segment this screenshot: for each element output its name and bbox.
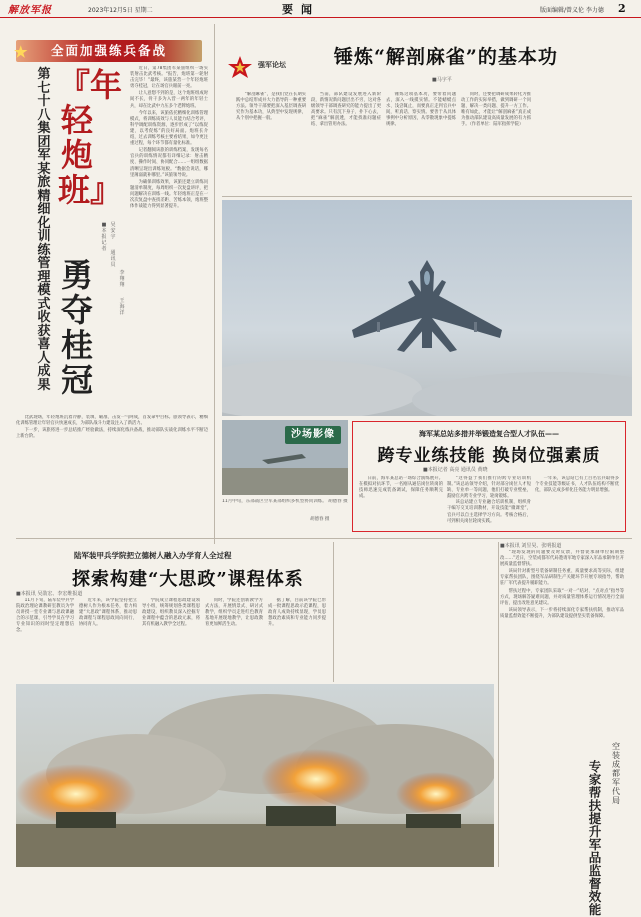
- box-col-2: [447, 476, 531, 528]
- lower-col-2: [79, 598, 137, 680]
- feature-paragraph: 为确保训练效果，该旅还建立训练问题清单制度，每周组织一次复盘讲评，把问题解决在训练一线。年轻炮班正是在一次次复盘中查找差距、苦练本领，炮班整体作战能力得到显著提升。: [130, 179, 208, 210]
- commentary-paragraph: “解剖麻雀”，是我们党在长期实践中总结形成并大力倡导的一种重要方法。领导干部要把深入基层调查研究作为基本功，从典型中发现规律，从个别中把握一般。: [236, 92, 306, 122]
- lower-col-4: [205, 598, 263, 680]
- photo-feature-label-text: 沙场影像: [291, 429, 335, 440]
- commentary-paragraph: 同时，还要把调研成果转化为推动工作的实际举措，做到调研一个问题、解决一类问题、提升一方工作。唯有如此，才能让“解剖麻雀”真正成为推动部队建设高质量发展的有力抓手。（作者单位：陆军指挥学院）: [461, 92, 531, 128]
- feature-paragraph: 比武现场，年轻炮班沉着冷静，装填、瞄准、击发一气呵成，首发命中目标。旅领导表示，精细化训练管理让年轻官兵快速成长，为部队战斗力建设注入了新活力。: [16, 415, 208, 427]
- fighter-jet-photo: [222, 200, 632, 416]
- section-title: 要闻: [282, 3, 320, 16]
- lower-paragraph: 学院成立课程思政建设领导小组，统筹规划各类课程思政建设，组织教员深入挖掘专业课程中蕴含的思政元素，将其有机融入教学全过程。: [142, 598, 200, 628]
- box-paragraph: 该总站建立专业融合培训机制，组织骨干编写交叉培训教材，开设技能“微课堂”，官兵可以自主选择学习方向。考核合格后，可到相关岗位轮岗实践。: [447, 500, 531, 524]
- feature-body-column: [130, 66, 208, 412]
- box-byline: ■本报记者 高亮 通讯员 黄晓: [423, 467, 488, 473]
- right-title-sub: 空装成都军代局: [612, 742, 620, 805]
- right-byline: ■本报讯 刘昱昊、张明报道: [500, 543, 562, 549]
- page-number: 2: [618, 2, 626, 15]
- photo-credit: 胡德春 摄: [310, 517, 330, 522]
- section-divider: [16, 538, 632, 539]
- feature-paragraph: 让人意想不到的是，这个炮班组成时间不长，骨干多为入营一两年的年轻士兵，却在比武中力压多个老牌炮班。: [130, 91, 208, 109]
- feature-byline-5: 王海洋: [119, 298, 125, 316]
- artillery-firing-photo: [16, 684, 494, 867]
- box-paragraph: “这得益于我们推行的跨专业培训机制。”该总站领导介绍，针对部分岗位人才短缺、专业单一等问题，他们打破专业壁垒，鼓励官兵跨专业学习、轮岗锻炼。: [447, 476, 531, 500]
- lower-paragraph: 同时，学院还创新教学方式方法，开展情景式、研讨式教学，组织学员走进红色教育基地开展现地教学，让思政教育更加鲜活生动。: [205, 598, 263, 628]
- star-icon: ★: [14, 43, 30, 61]
- feature-paragraph: 记者翻阅该旅的训练档案，发现每名官兵的训练情况都有详细记录：射击精度、操作时间、协同配合……一组组数据清晰呈现出训练短板。“数据会说话，哪里薄弱就补哪里。”该旅领导说。: [130, 148, 208, 178]
- right-paragraph: 该局针对新型号装备研制任务重、质量要求高等实际，组建专家帮扶团队，围绕军品研制生产关键环节开展专项指导，帮助驻厂军代表提升履职能力。: [500, 569, 624, 587]
- banner-text: 全面加强练兵备战: [50, 43, 167, 58]
- box-col-1: [359, 476, 443, 528]
- feature-paragraph: 下一步，该旅将进一步总结推广经验做法，持续深化练兵备战，推动部队实战化训练水平不断迈上新台阶。: [16, 428, 208, 440]
- commentary-col-1: [236, 92, 306, 192]
- lower-col-3: [142, 598, 200, 680]
- newspaper-logo: 解放军报: [8, 5, 52, 16]
- feature-byline-4: 李翔翔: [119, 270, 125, 288]
- commentary-paragraph: 当前，部队建设发展进入新阶段，新情况新问题层出不穷，这对各级领导干部调查研究的能力提出了更高要求。只有沉下身子、扑下心去，把“麻雀”解剖透，才能找准问题症结、拿出管用办法。: [311, 92, 381, 128]
- lower-kicker: 陆军装甲兵学院把立德树人融入办学育人全过程: [74, 551, 232, 560]
- lower-byline: ■本报讯 吴劭宏、李宏维报道: [16, 591, 83, 597]
- right-title-main: 专家帮扶提升军品监督效能: [588, 759, 602, 917]
- feature-body-bottom: [16, 415, 208, 533]
- section-divider: [222, 196, 632, 197]
- commentary-byline: ■马宇平: [432, 77, 452, 83]
- lower-title: 探索构建“大思政”课程体系: [72, 569, 304, 590]
- column-divider: [498, 542, 499, 867]
- lower-paragraph: 11月下旬，陆军装甲兵学院政治理论课教研室教员为学员讲授一堂专业课与思政课融合的示范课，引导学员在学习专业知识的同时坚定理想信念。: [16, 598, 74, 634]
- commentary-col-3: [386, 92, 456, 192]
- lower-col-1: [16, 598, 74, 680]
- army-star-icon: [227, 54, 253, 80]
- feature-paragraph: 今年以来，该旅依托精细化训练管理模式，将训练质效与人员能力结合考评，科学调配训练资源，逐步形成了“以练促建、以考促练”的良好局面。炮班长介绍，过去训练考核主要看结果，如今更注重过程，每个环节都有量化标准。: [130, 110, 208, 147]
- box-kicker: 海军某总站多措并举锻造复合型人才队伍——: [419, 429, 559, 438]
- commentary-paragraph: 锤炼这项基本功，要带着问题去，深入一线摸实情。不能蜻蜓点水、浅尝辄止，而要真正走到官兵中间，听真话、察实情。要善于从具体事例中分析原因，从零散现象中提炼规律。: [386, 92, 456, 128]
- feature-byline-2: 吴安宇: [110, 222, 116, 240]
- commentary-title: 锤炼“解剖麻雀”的基本功: [334, 46, 558, 68]
- box-col-3: [535, 476, 619, 528]
- lower-col-5: [268, 598, 326, 680]
- right-body-bottom: [500, 740, 580, 867]
- photo-caption: 11月中旬，东部战区空军某部组织多机型协同训练。 胡德春 摄: [222, 499, 348, 504]
- commentary-col-2: [311, 92, 381, 192]
- commentary-column-label: 强军论坛: [258, 60, 286, 69]
- feature-title-part1: 『年轻炮班』: [58, 66, 123, 209]
- lower-paragraph: 近年来，该学院坚持把立德树人作为根本任务，着力构建“大思政”课程体系，推动思政课程与课程思政同向同行、协同育人。: [79, 598, 137, 628]
- training-banner: [16, 40, 202, 62]
- page-editor-info: 版面编辑/曾义伦 李力德: [540, 7, 604, 14]
- right-paragraph: “现场发现的问题要及时反馈，并督促承制单位限期整改……”近日，空装成都军代局邀请军地专家深入军品承制单位开展质量监督帮扶。: [500, 550, 624, 568]
- feature-lead-vertical: 第七十八集团军某旅精细化训练管理模式收获喜人成果: [37, 67, 51, 393]
- feature-title-part2: 勇夺桂冠: [60, 256, 93, 399]
- box-title: 跨专业练技能 换岗位强素质: [377, 446, 601, 466]
- box-paragraph: 日前，海军某总站一场综合演练展开。在模拟对抗环节，一名刚从通信岗位转岗的技师迅速完成装备调试，保障任务顺利完成。: [359, 476, 443, 500]
- right-body-column: [500, 550, 624, 736]
- masthead-strip: [0, 0, 641, 18]
- box-paragraph: 一年来，该总站已有上百名官兵取得多个专业技能等级证书，人才队伍结构不断优化，部队完成多样化任务能力明显增强。: [535, 476, 619, 494]
- feature-paragraph: 近日，第78集团军某旅组织一场实装射击比武考核。“报告，炮班第一轮射击完毕！”最终，该旅某营一个年轻炮班勇夺桂冠，让在场官兵眼前一亮。: [130, 66, 208, 90]
- column-divider: [214, 24, 215, 544]
- column-divider: [333, 542, 334, 682]
- commentary-col-4: [461, 92, 531, 192]
- date-line: 2023年12月5日 星期二: [88, 7, 153, 14]
- photo-feature-label: [285, 426, 341, 444]
- right-paragraph: 帮扶过程中，专家团队采取“一对一”结对、“点对点”指导等方式，现场解答疑难问题，并对质量管理体系运行情况进行全面评估，提出改进意见建议。: [500, 588, 624, 606]
- feature-byline-3: 通讯员: [110, 250, 116, 268]
- lower-paragraph: 据了解，目前该学院已形成一批课程思政示范课程，思政育人成效持续显现，学员思想政治素质和专业能力同步提升。: [268, 598, 326, 628]
- boxed-story: [352, 421, 626, 532]
- right-paragraph: 该局领导表示，下一步将持续深化专家帮扶机制，推动军品质量监督效能不断提升，为部队建设提供坚实装备保障。: [500, 607, 624, 619]
- feature-byline-1: ■本报记者: [101, 222, 107, 252]
